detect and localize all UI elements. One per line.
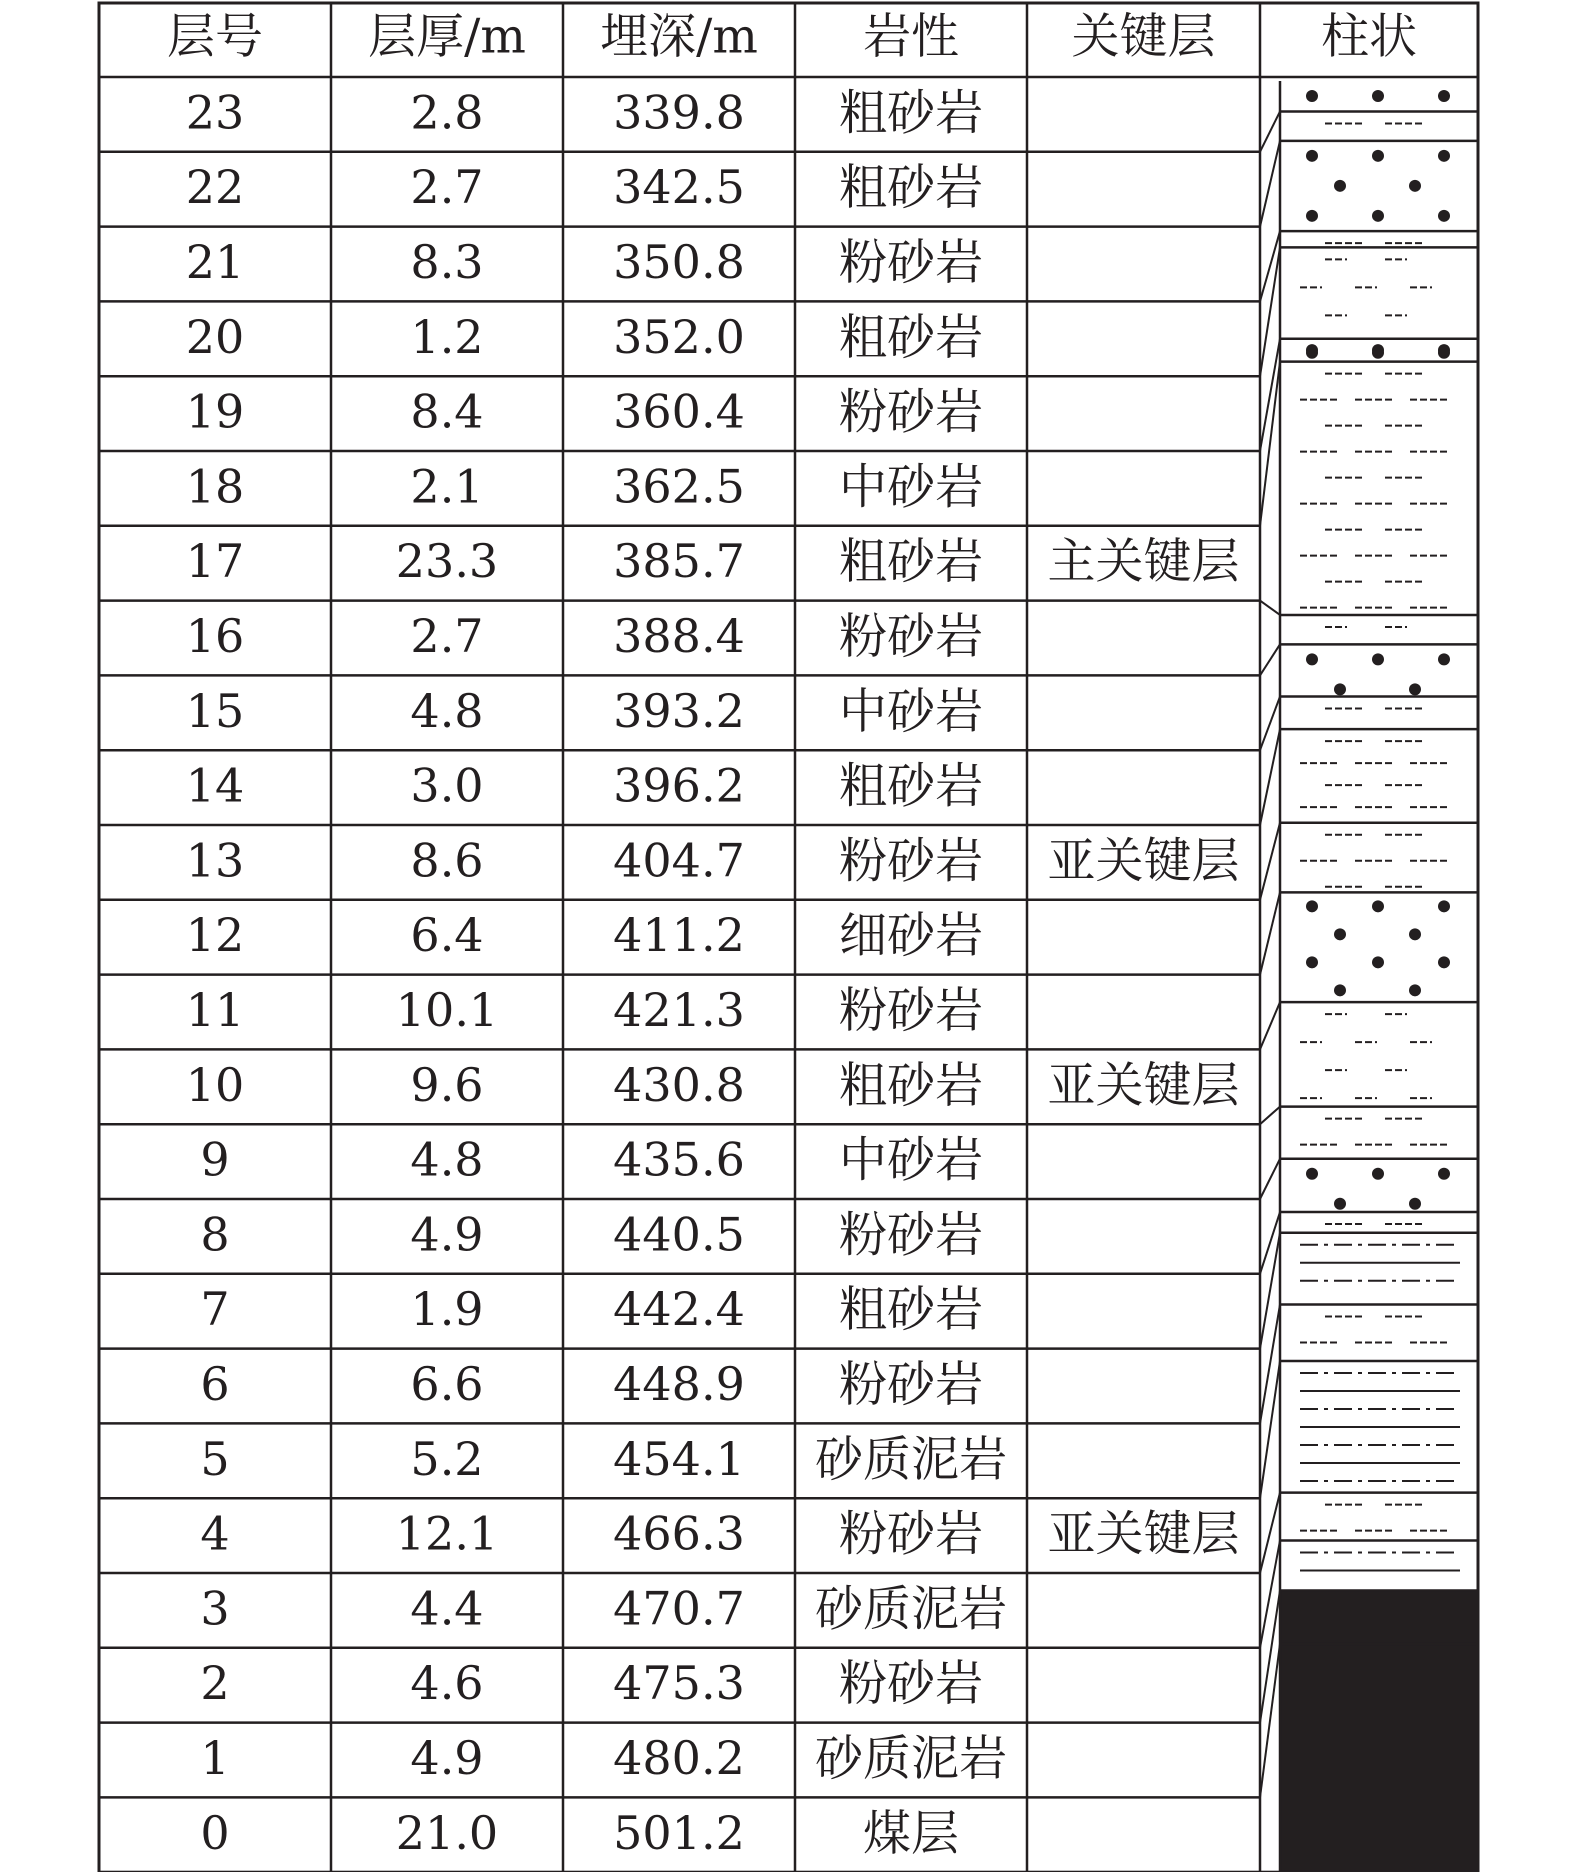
row-connector (1260, 892, 1280, 974)
depth-cell: 430.8 (613, 1057, 745, 1112)
rock-dot (1438, 90, 1450, 102)
layer-number-cell: 0 (200, 1805, 230, 1860)
key-layer-cell: 亚关键层 (1047, 1057, 1240, 1114)
rock-dot (1306, 653, 1318, 665)
thickness-cell: 8.4 (410, 384, 484, 439)
layer-number-cell: 4 (200, 1506, 230, 1561)
rock-dot (1409, 683, 1421, 695)
thickness-cell: 21.0 (395, 1805, 499, 1860)
lithology-cell: 粉砂岩 (838, 1655, 984, 1712)
depth-cell: 466.3 (613, 1506, 745, 1561)
lithology-layer (1260, 1107, 1478, 1199)
layer-number-cell: 22 (185, 160, 245, 215)
lithology-cell: 粉砂岩 (838, 982, 984, 1039)
rock-dot (1306, 344, 1318, 356)
table-row (186, 534, 1240, 590)
table-row (186, 908, 983, 964)
depth-cell: 404.7 (613, 833, 745, 888)
table-row (200, 1506, 1239, 1562)
rock-dot (1306, 90, 1318, 102)
thickness-cell: 4.8 (410, 683, 484, 738)
table-row (200, 1431, 1007, 1487)
rock-dot (1372, 900, 1384, 912)
table-header (167, 9, 1417, 65)
layer-number-cell: 23 (185, 85, 245, 140)
depth-cell: 393.2 (613, 683, 745, 738)
lithology-layer (1280, 1644, 1478, 1872)
row-connector (1260, 601, 1280, 615)
thickness-cell: 4.8 (410, 1132, 484, 1187)
depth-cell: 362.5 (613, 459, 745, 514)
lithology-cell: 粉砂岩 (838, 832, 984, 889)
table-row (200, 1805, 959, 1861)
rock-dot (1438, 344, 1450, 356)
rock-dot (1438, 150, 1450, 162)
lithology-cell: 粉砂岩 (838, 234, 984, 291)
rock-dot (1372, 150, 1384, 162)
layer-number-cell: 17 (185, 534, 245, 589)
lithology-cell: 煤层 (862, 1805, 960, 1862)
row-connector (1260, 1107, 1280, 1125)
depth-cell: 339.8 (613, 85, 745, 140)
thickness-cell: 2.1 (410, 459, 484, 514)
rock-dot (1306, 210, 1318, 222)
rock-dot (1334, 1198, 1346, 1210)
layer-number-cell: 15 (185, 683, 245, 738)
layer-number-cell: 9 (200, 1132, 230, 1187)
lithology-cell: 粗砂岩 (838, 1281, 984, 1338)
lithology-cell: 粉砂岩 (838, 608, 984, 665)
lithology-cell: 中砂岩 (838, 458, 984, 515)
layer-number-cell: 18 (185, 459, 245, 514)
thickness-cell: 23.3 (395, 534, 499, 589)
thickness-cell: 5.2 (410, 1431, 484, 1486)
depth-cell: 470.7 (613, 1581, 745, 1636)
lithology-layer (1260, 1304, 1478, 1498)
table-row (186, 384, 983, 440)
table-row (200, 1207, 983, 1263)
layer-number-cell: 14 (185, 758, 245, 813)
lithology-layer (1260, 111, 1280, 151)
lithology-cell: 细砂岩 (838, 907, 984, 964)
rock-dot (1372, 344, 1384, 356)
lithology-cell: 中砂岩 (838, 1132, 984, 1189)
coal-fill (1280, 1591, 1478, 1644)
rock-dot (1372, 1168, 1384, 1180)
thickness-cell: 4.4 (410, 1581, 484, 1636)
depth-cell: 350.8 (613, 235, 745, 289)
thickness-cell: 9.6 (410, 1057, 484, 1112)
table-row (186, 683, 983, 739)
layer-number-cell: 12 (185, 908, 245, 963)
table-row (186, 309, 983, 365)
depth-cell: 480.2 (613, 1731, 745, 1785)
lithology-layer (1260, 111, 1478, 226)
lithology-cell: 砂质泥岩 (814, 1580, 1008, 1637)
lithology-cell: 粉砂岩 (838, 1506, 984, 1563)
layer-number-cell: 7 (200, 1282, 230, 1337)
lithology-layer (1260, 823, 1478, 975)
lithology-cell: 粉砂岩 (838, 1356, 984, 1413)
rock-dot (1438, 1168, 1450, 1180)
layer-number-cell: 16 (185, 609, 245, 663)
depth-cell: 385.7 (613, 534, 745, 589)
thickness-cell: 4.9 (410, 1731, 484, 1785)
depth-cell: 442.4 (613, 1282, 745, 1337)
depth-cell: 501.2 (613, 1805, 745, 1860)
table-row (200, 1656, 983, 1712)
rock-dot (1372, 90, 1384, 102)
lithology-cell: 中砂岩 (838, 683, 984, 740)
key-layer-cell: 亚关键层 (1047, 832, 1240, 889)
depth-cell: 448.9 (613, 1357, 745, 1411)
table-row (200, 1357, 983, 1413)
table-row (200, 1581, 1007, 1637)
row-connector (1260, 1540, 1280, 1647)
lithology-layer (1260, 892, 1478, 1049)
lithology-cell: 粗砂岩 (838, 533, 984, 590)
rock-dot (1409, 180, 1421, 192)
row-connector (1260, 1304, 1280, 1423)
table-row (186, 983, 983, 1039)
rock-dot (1409, 928, 1421, 940)
depth-cell: 352.0 (613, 309, 745, 364)
layer-number-cell: 21 (185, 235, 245, 289)
table-row (186, 758, 983, 814)
thickness-cell: 10.1 (395, 983, 499, 1037)
row-connector (1260, 1212, 1280, 1274)
thickness-cell: 2.7 (410, 160, 484, 215)
layer-number-cell: 6 (200, 1357, 230, 1411)
layer-number-cell: 19 (185, 384, 245, 439)
thickness-cell: 2.8 (410, 85, 484, 140)
rock-dot (1372, 956, 1384, 968)
layer-number-cell: 13 (185, 833, 245, 888)
layer-number-cell: 1 (200, 1731, 230, 1785)
layer-number-cell: 10 (185, 1057, 245, 1112)
rock-dot (1306, 1168, 1318, 1180)
lithology-column (1260, 81, 1478, 1872)
row-connector (1260, 111, 1280, 151)
depth-cell: 454.1 (613, 1431, 745, 1486)
header-layer-number: 层号 (166, 8, 264, 65)
depth-cell: 411.2 (613, 908, 745, 963)
thickness-cell: 6.6 (410, 1357, 484, 1411)
thickness-cell: 1.9 (410, 1282, 484, 1337)
table-row (200, 1731, 1007, 1787)
depth-cell: 360.4 (613, 384, 745, 439)
row-connector (1260, 1591, 1280, 1723)
rock-dot (1334, 984, 1346, 996)
rock-dot (1438, 900, 1450, 912)
lithology-cell: 粗砂岩 (838, 309, 984, 366)
rock-dot (1306, 900, 1318, 912)
lithology-cell: 砂质泥岩 (814, 1730, 1008, 1787)
row-connector (1260, 1002, 1280, 1049)
depth-cell: 421.3 (613, 983, 745, 1037)
thickness-cell: 2.7 (410, 609, 484, 663)
depth-cell: 435.6 (613, 1132, 745, 1187)
table-row (200, 1132, 983, 1188)
thickness-cell: 6.4 (410, 908, 484, 963)
lithology-cell: 粗砂岩 (838, 159, 984, 216)
lithology-cell: 粗砂岩 (838, 84, 984, 141)
layer-number-cell: 8 (200, 1207, 230, 1262)
depth-cell: 440.5 (613, 1207, 745, 1262)
lithology-cell: 粉砂岩 (838, 384, 984, 441)
lithology-cell: 粗砂岩 (838, 758, 984, 815)
lithology-layer (1260, 1233, 1478, 1424)
depth-cell: 396.2 (613, 758, 745, 813)
header-column: 柱状 (1320, 8, 1418, 65)
table-row (186, 160, 983, 216)
table-row (186, 1057, 1240, 1113)
layer-number-cell: 5 (200, 1431, 230, 1486)
header-depth: 埋深/m (600, 8, 758, 65)
row-connector (1260, 1159, 1280, 1199)
layer-number-cell: 2 (200, 1656, 230, 1711)
table-row (186, 235, 983, 291)
table-body (186, 85, 1240, 1861)
table-row (186, 609, 983, 665)
key-layer-cell: 亚关键层 (1047, 1506, 1240, 1563)
row-connector (1260, 362, 1280, 526)
table-row (186, 833, 1240, 889)
rock-dot (1334, 180, 1346, 192)
thickness-cell: 8.6 (410, 833, 484, 888)
rock-dot (1372, 210, 1384, 222)
row-connector (1260, 644, 1280, 675)
lithology-layer (1260, 697, 1478, 825)
lithology-cell: 粗砂岩 (838, 1057, 984, 1114)
table-row (186, 459, 983, 515)
depth-cell: 342.5 (613, 160, 745, 215)
table-row (186, 85, 983, 141)
table-row (200, 1282, 983, 1338)
lithology-layer (1260, 729, 1478, 900)
rock-dot (1372, 653, 1384, 665)
lithology-cell: 粉砂岩 (838, 1206, 984, 1263)
layer-number-cell: 11 (185, 983, 245, 1037)
depth-cell: 475.3 (613, 1656, 745, 1711)
thickness-cell: 4.9 (410, 1207, 484, 1262)
header-key-layer: 关键层 (1071, 8, 1216, 65)
rock-dot (1334, 928, 1346, 940)
rock-dot (1306, 956, 1318, 968)
thickness-cell: 1.2 (410, 309, 484, 364)
layer-number-cell: 20 (185, 309, 245, 364)
row-connector (1260, 1644, 1280, 1798)
rock-dot (1409, 1198, 1421, 1210)
row-connector (1260, 141, 1280, 227)
row-connector (1260, 823, 1280, 900)
lithology-cell: 砂质泥岩 (814, 1431, 1008, 1488)
depth-cell: 388.4 (613, 609, 745, 663)
rock-dot (1438, 653, 1450, 665)
lithology-layer (1260, 339, 1478, 526)
header-thickness: 层厚/m (368, 8, 526, 65)
rock-dot (1334, 683, 1346, 695)
rock-dot (1438, 210, 1450, 222)
thickness-cell: 3.0 (410, 758, 484, 813)
rock-dot (1306, 150, 1318, 162)
coal-fill (1280, 1644, 1478, 1872)
row-connector (1260, 1361, 1280, 1498)
thickness-cell: 8.3 (410, 235, 484, 289)
thickness-cell: 12.1 (395, 1506, 499, 1561)
rock-dot (1409, 984, 1421, 996)
rock-dot (1438, 956, 1450, 968)
row-connector (1260, 1233, 1280, 1349)
key-layer-cell: 主关键层 (1047, 533, 1240, 590)
header-lithology: 岩性 (862, 8, 960, 65)
layer-number-cell: 3 (200, 1581, 230, 1636)
thickness-cell: 4.6 (410, 1656, 484, 1711)
